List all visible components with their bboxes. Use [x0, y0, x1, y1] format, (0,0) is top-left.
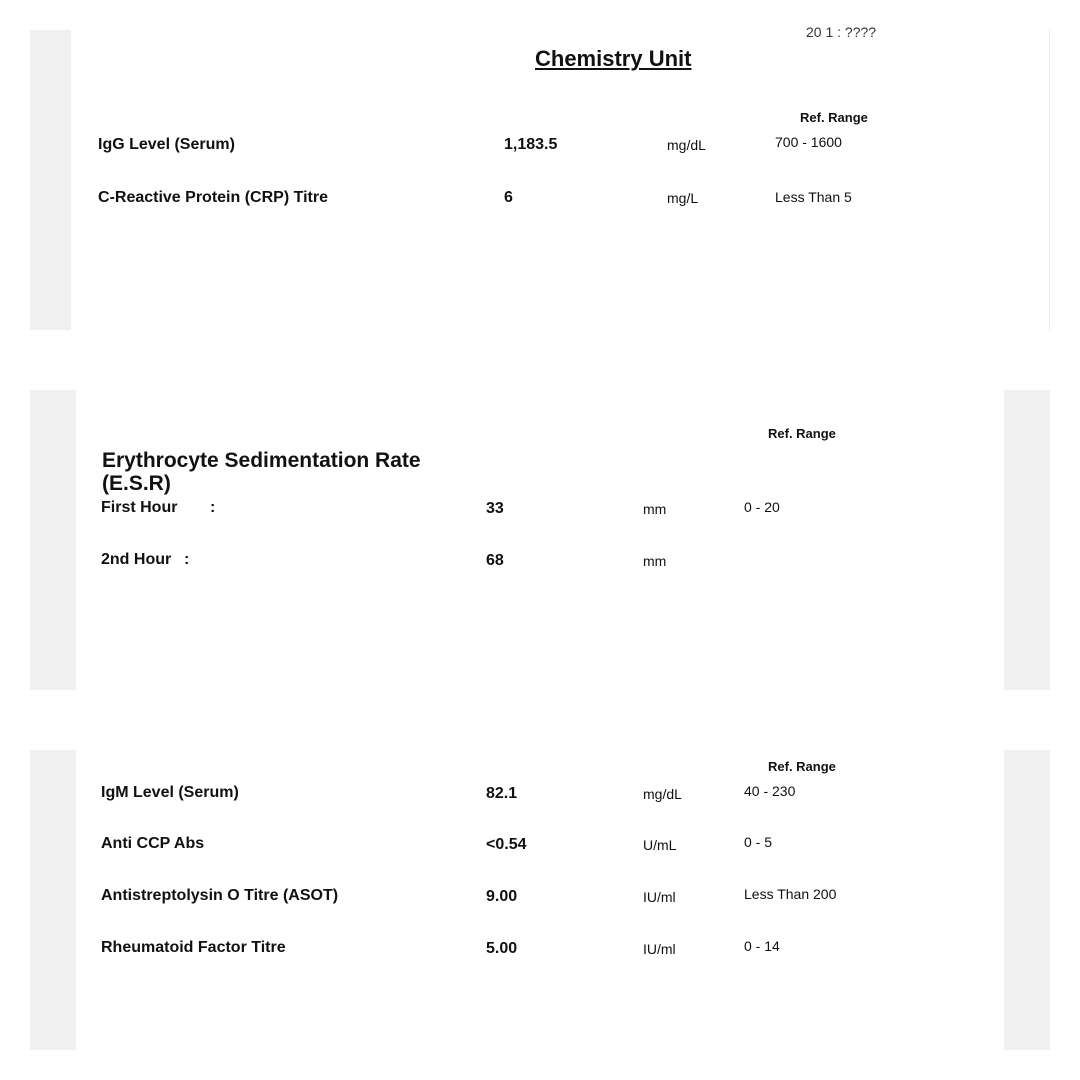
test-ref-range: Less Than 5: [775, 189, 852, 205]
test-colon: :: [184, 551, 190, 568]
test-name: IgG Level (Serum): [98, 136, 235, 153]
test-unit: mm: [643, 553, 667, 569]
test-unit: mg/L: [667, 190, 699, 206]
panel3-right-gutter: [1004, 750, 1050, 1050]
panel-esr: [76, 390, 1004, 690]
page-title: Chemistry Unit: [535, 46, 692, 71]
test-name: Rheumatoid Factor Titre: [101, 939, 286, 956]
test-ref-range: Less Than 200: [744, 886, 837, 902]
test-colon: :: [210, 499, 216, 516]
test-value: 33: [486, 500, 504, 517]
test-value: 9.00: [486, 888, 518, 905]
panel2-right-gutter: [1004, 390, 1050, 690]
test-unit: U/mL: [643, 837, 677, 853]
panel3-left-gutter: [30, 750, 76, 1050]
test-value: 68: [486, 552, 504, 569]
ref-range-header: Ref. Range: [800, 110, 868, 125]
test-name: First Hour: [101, 499, 178, 516]
test-value: 82.1: [486, 785, 518, 802]
test-unit: mg/dL: [667, 137, 706, 153]
test-value: 5.00: [486, 940, 518, 957]
test-value: <0.54: [486, 836, 527, 853]
ref-range-header: Ref. Range: [768, 759, 836, 774]
test-name: Anti CCP Abs: [101, 835, 205, 852]
test-value: 1,183.5: [504, 136, 558, 153]
test-unit: mm: [643, 501, 667, 517]
test-unit: mg/dL: [643, 786, 682, 802]
panel-chemistry-unit: [71, 24, 1050, 330]
test-name: Antistreptolysin O Titre (ASOT): [101, 887, 339, 904]
panel2-left-gutter: [30, 390, 76, 690]
test-name: 2nd Hour: [101, 551, 172, 568]
test-value: 6: [504, 189, 513, 206]
test-ref-range: 0 - 5: [744, 834, 773, 850]
report-header-fragment: 20 1 : ????: [806, 24, 877, 40]
test-ref-range: 40 - 230: [744, 783, 796, 799]
section-title-line2: (E.S.R): [102, 472, 171, 495]
section-title: [102, 449, 421, 495]
test-ref-range: 0 - 14: [744, 938, 780, 954]
panel-immunology: [76, 750, 1004, 1050]
ref-range-header: Ref. Range: [768, 426, 836, 441]
panel1-left-gutter: [30, 30, 71, 330]
test-unit: IU/ml: [643, 941, 676, 957]
test-ref-range: 700 - 1600: [775, 134, 842, 150]
section-title-line1: Erythrocyte Sedimentation Rate: [102, 449, 421, 472]
test-ref-range: 0 - 20: [744, 499, 780, 515]
test-unit: IU/ml: [643, 889, 676, 905]
test-name: C-Reactive Protein (CRP) Titre: [98, 189, 328, 206]
test-name: IgM Level (Serum): [101, 784, 239, 801]
